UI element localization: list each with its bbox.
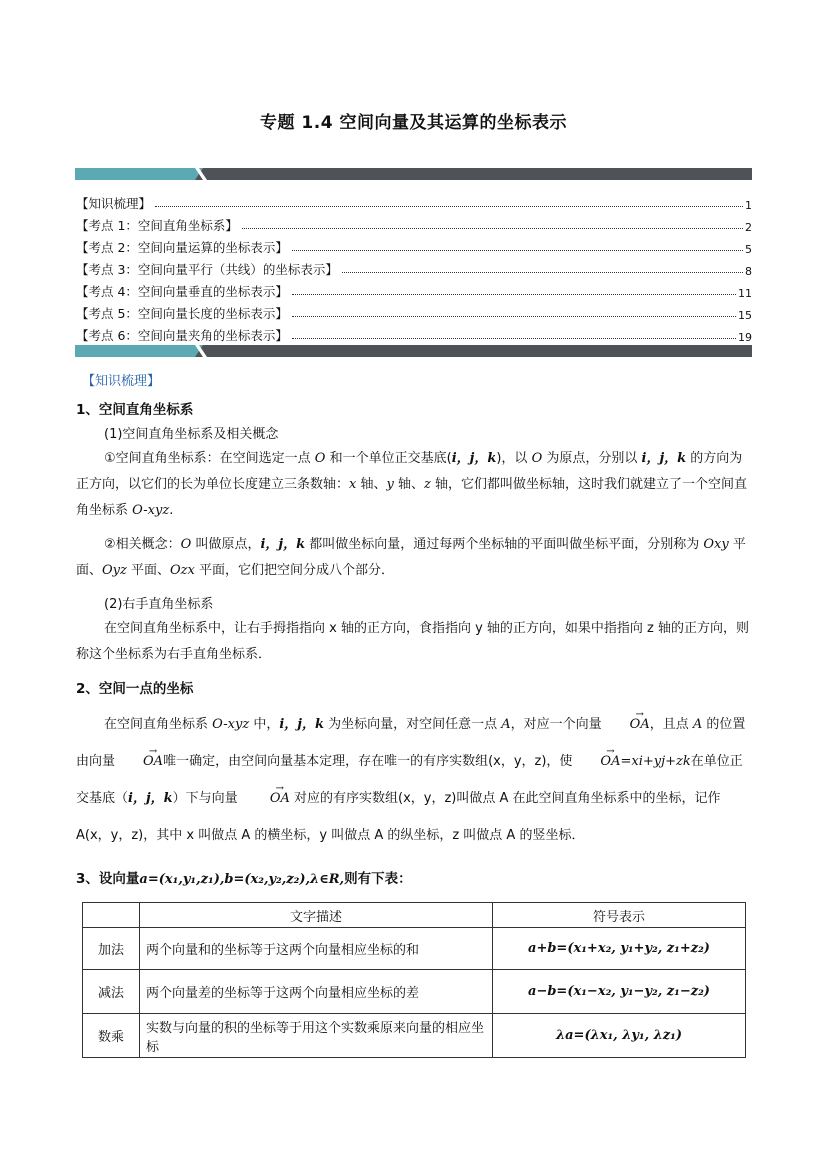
toc-top-band [75, 168, 752, 180]
toc-item[interactable]: 【考点 1：空间直角坐标系】 2 [76, 218, 752, 234]
section-tag: 【知识梳理】 [82, 374, 161, 389]
subsection-1-2: (2)右手直角坐标系 [104, 597, 214, 612]
section-3-heading: 3、设向量a=(x₁,y₁,z₁),b=(x₂,y₂,z₂),λ∈R,则有下表： [76, 871, 412, 887]
paragraph-point-coordinates: 在空间直角坐标系 O-xyz 中，i，j，k 为坐标向量，对空间任意一点 A，对应一个向量→ OA，且点 A 的位置由向量→ OA唯一确定，由空间向量基本定理，存在唯一的有序实数组(x，y，z)，使→ OA=xi+yj+zk在单位正交基底（i，j，k）下与向量 → OA 对应的有序实数组(x，y，z)叫做点 A 在此空间直角坐标系中的坐标，记作 A(x，y，z)，其中 x 叫做点 A 的横坐标，y 叫做点 A 的纵坐标，z 叫做点 A 的竖坐标． [76, 706, 752, 854]
paragraph-coordinate-system: ①空间直角坐标系：在空间选定一点 O 和一个单位正交基底(i，j，k)，以 O 为原点，分别以 i，j，k 的方向为正方向，以它们的长为单位长度建立三条数轴：x 轴、y 轴、z 轴，它们都叫做坐标轴，这时我们就建立了一个空间直角坐标系 O-xyz. [76, 451, 747, 518]
toc-item[interactable]: 【知识梳理】 1 [76, 196, 752, 212]
table-row: 减法 两个向量差的坐标等于这两个向量相应坐标的差 a−b=(x₁−x₂, y₁−y₂, z₁−z₂) [83, 970, 746, 1014]
table-row: 加法 两个向量和的坐标等于这两个向量相应坐标的和 a+b=(x₁+x₂, y₁+y₂, z₁+z₂) [83, 928, 746, 970]
toc-bottom-band [75, 345, 752, 357]
page-title: 专题 1.4 空间向量及其运算的坐标表示 [260, 113, 567, 133]
section-2-heading: 2、空间一点的坐标 [76, 681, 194, 697]
table-header-row: 文字描述 符号表示 [83, 903, 746, 928]
toc-item[interactable]: 【考点 3：空间向量平行（共线）的坐标表示】 8 [76, 262, 752, 278]
paragraph-right-hand: 在空间直角坐标系中，让右手拇指指向 x 轴的正方向，食指指向 y 轴的正方向，如果中指指向 z 轴的正方向，则称这个坐标系为右手直角坐标系． [76, 621, 750, 662]
section-1-heading: 1、空间直角坐标系 [76, 402, 194, 418]
toc-item[interactable]: 【考点 4：空间向量垂直的坐标表示】 11 [76, 284, 752, 300]
toc-item[interactable]: 【考点 2：空间向量运算的坐标表示】 5 [76, 240, 752, 256]
toc-item[interactable]: 【考点 6：空间向量夹角的坐标表示】 19 [76, 328, 752, 344]
vector-operations-table [82, 902, 746, 1058]
table-row: 数乘 实数与向量的积的坐标等于用这个实数乘原来向量的相应坐标 λa=(λx₁, λy₁, λz₁) [83, 1014, 746, 1058]
subsection-1-1: (1)空间直角坐标系及相关概念 [104, 427, 279, 442]
paragraph-related-concepts: ②相关概念：O 叫做原点，i，j，k 都叫做坐标向量，通过每两个坐标轴的平面叫做坐标平面，分别称为 Oxy 平面、Oyz 平面、Ozx 平面，它们把空间分成八个部分． [76, 537, 746, 578]
table-of-contents [76, 190, 752, 344]
toc-item[interactable]: 【考点 5：空间向量长度的坐标表示】 15 [76, 306, 752, 322]
